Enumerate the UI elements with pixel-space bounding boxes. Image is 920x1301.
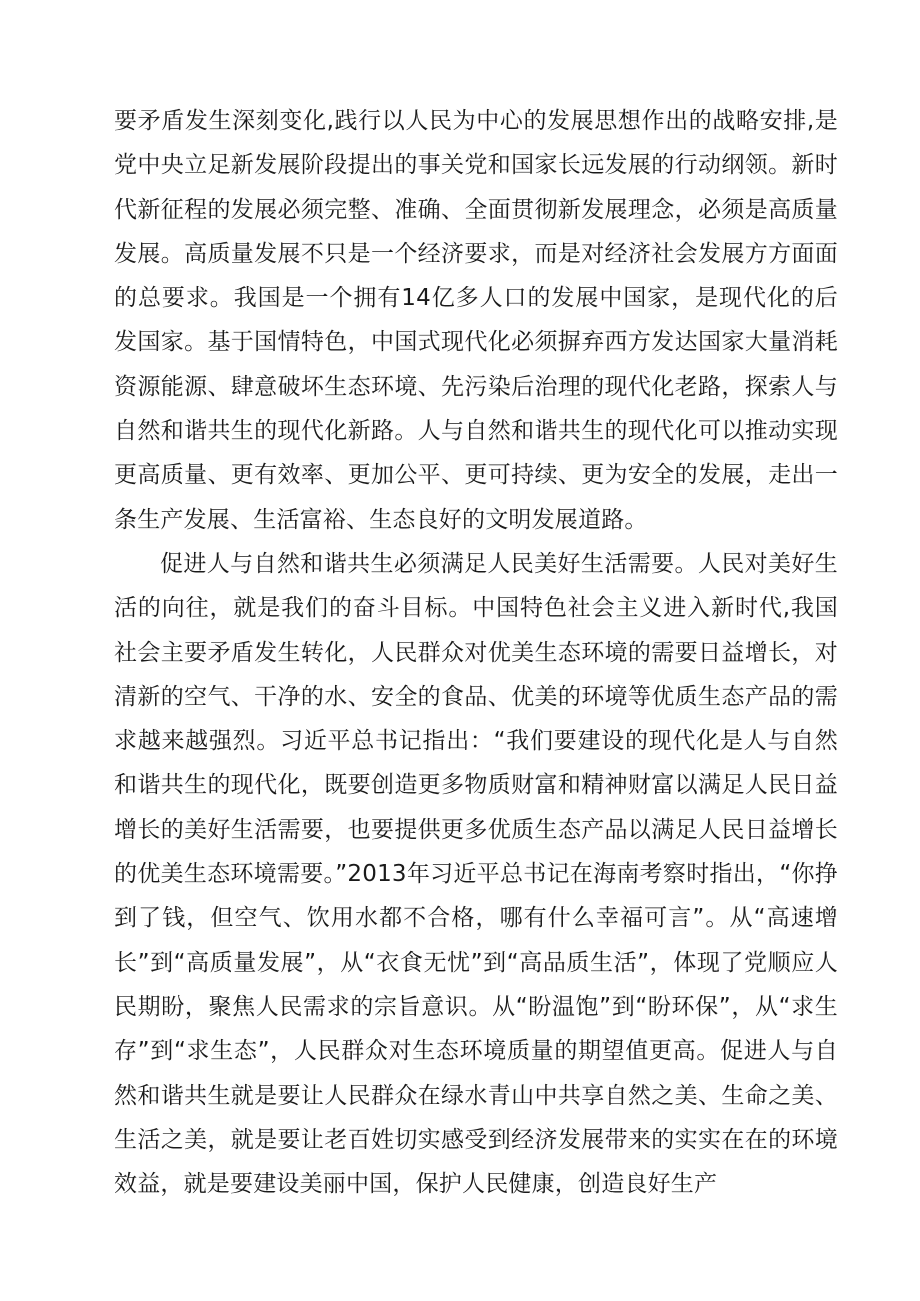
document-body bbox=[114, 99, 838, 1206]
paragraph-2: 促进人与自然和谐共生必须满足人民美好生活需要。人民对美好生活的向往，就是我们的奋斗目标。中国特色社会主义进入新时代,我国社会主要矛盾发生转化，人民群众对优美生态环境的需要日益增长，对清新的空气、干净的水、安全的食品、优美的环境等优质生态产品的需求越来越强烈。习近平总书记指出：“我们要建设的现代化是人与自然和谐共生的现代化，既要创造更多物质财富和精神财富以满足人民日益增长的美好生活需要，也要提供更多优质生态产品以满足人民日益增长的优美生态环境需要。”2013年习近平总书记在海南考察时指出，“你挣到了钱，但空气、饮用水都不合格，哪有什么幸福可言”。从“高速增长”到“高质量发展”，从“衣食无忧”到“高品质生活”，体现了党顺应人民期盼，聚焦人民需求的宗旨意识。从“盼温饱”到“盼环保”，从“求生存”到“求生态”，人民群众对生态环境质量的期望值更高。促进人与自然和谐共生就是要让人民群众在绿水青山中共享自然之美、生命之美、生活之美，就是要让老百姓切实感受到经济发展带来的实实在在的环境效益，就是要建设美丽中国，保护人民健康，创造良好生产 bbox=[114, 550, 838, 1198]
paragraph-1: 要矛盾发生深刻变化,践行以人民为中心的发展思想作出的战略安排,是党中央立足新发展阶段提出的事关党和国家长远发展的行动纲领。新时代新征程的发展必须完整、准确、全面贯彻新发展理念，必须是高质量发展。高质量发展不只是一个经济要求，而是对经济社会发展方方面面的总要求。我国是一个拥有14亿多人口的发展中国家，是现代化的后发国家。基于国情特色，中国式现代化必须摒弃西方发达国家大量消耗资源能源、肆意破坏生态环境、先污染后治理的现代化老路，探索人与自然和谐共生的现代化新路。人与自然和谐共生的现代化可以推动实现更高质量、更有效率、更加公平、更可持续、更为安全的发展，走出一条生产发展、生活富裕、生态良好的文明发展道路。 bbox=[114, 108, 838, 533]
